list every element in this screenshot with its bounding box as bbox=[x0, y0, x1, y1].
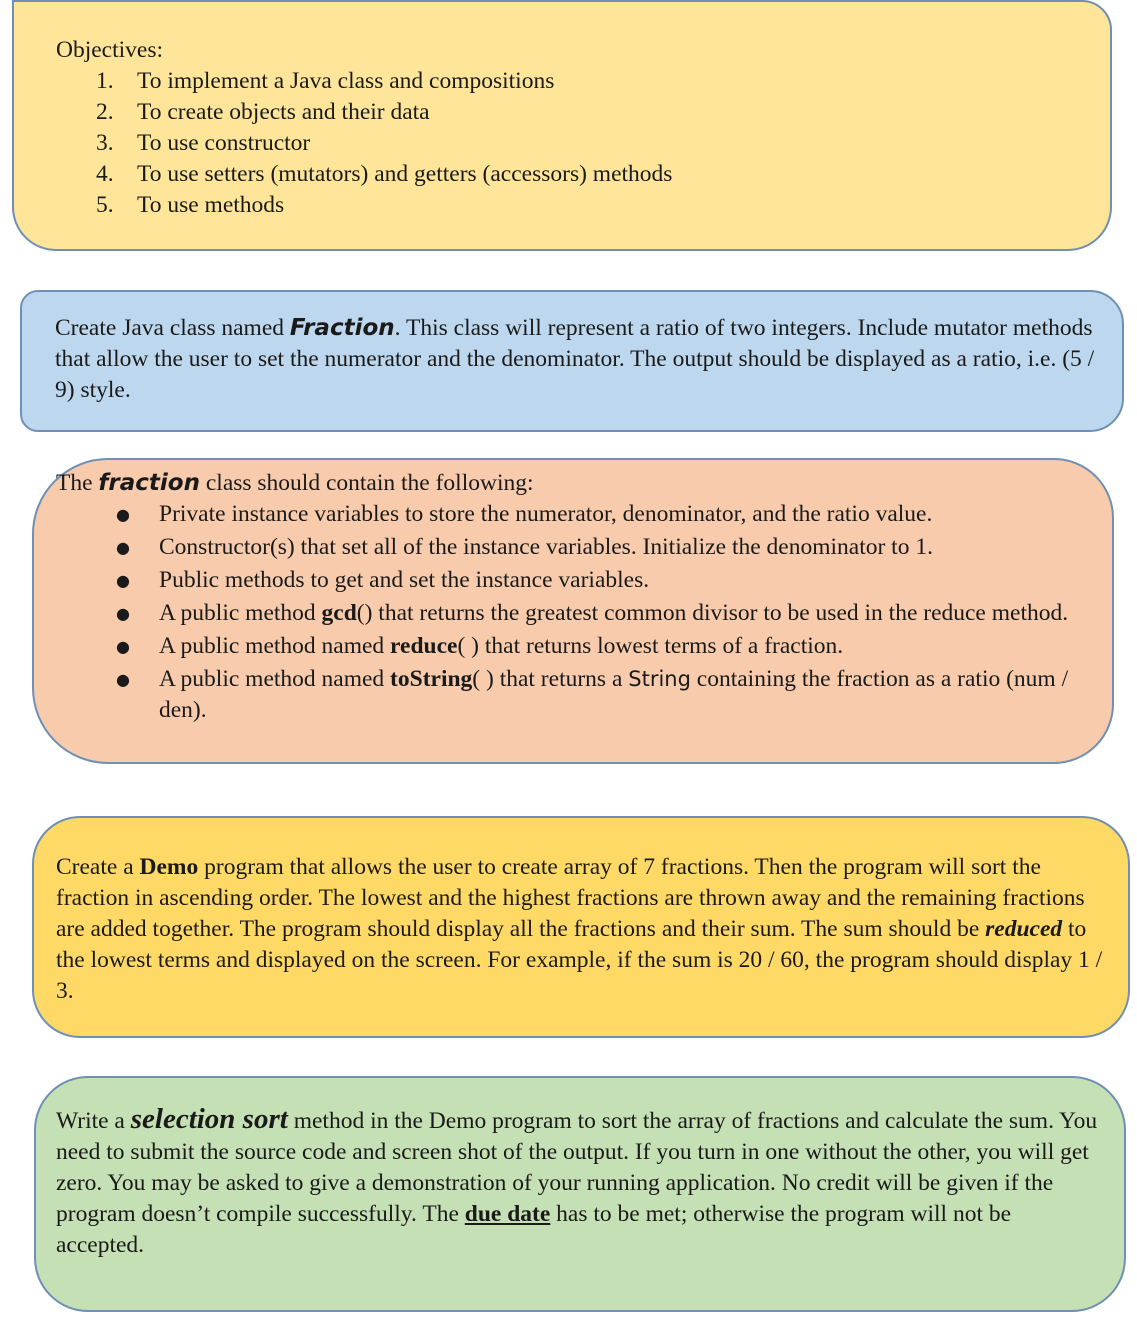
list-item: ● Private instance variables to store the numerator, denominator, and the ratio value. bbox=[56, 499, 1102, 530]
list-item: ● Public methods to get and set the instance variables. bbox=[56, 565, 1102, 596]
selection-sort-box bbox=[34, 1076, 1126, 1312]
objectives-box bbox=[12, 0, 1112, 251]
objectives-heading: Objectives: bbox=[56, 37, 164, 63]
requirements-list bbox=[56, 499, 1102, 726]
list-item: 2. To create objects and their data bbox=[96, 99, 430, 125]
bullet-icon: ● bbox=[116, 670, 130, 689]
bullet-icon: ● bbox=[116, 538, 130, 557]
bullet-icon: ● bbox=[116, 604, 130, 623]
list-item: ● A public method named reduce( ) that returns lowest terms of a fraction. bbox=[56, 631, 1102, 662]
selection-sort-text: Write a selection sort method in the Demo program to sort the array of fractions and calculate the sum. You need to submit the source code and screen shot of the output. If you turn in one without the other, you will get zero. You may be asked to give a demonstration of your running application. No credit will be given if the program doesn’t compile successfully. The due date has to be met; otherwise the program will not be accepted. bbox=[56, 1103, 1098, 1258]
demo-program-box bbox=[32, 816, 1130, 1038]
list-item: 5. To use methods bbox=[96, 192, 285, 218]
contents-intro: The fraction class should contain the following: bbox=[56, 470, 534, 496]
demo-program-text: Create a Demo program that allows the user to create array of 7 fractions. Then the program will sort the fraction in ascending order. The lowest and the highest fractions are thrown away and the remaining fractions are added together. The program should display all the fractions and their sum. The sum should be reduced to the lowest terms and displayed on the screen. For example, if the sum is 20 / 60, the program should display 1 / 3. bbox=[56, 854, 1103, 1004]
class-name: Fraction bbox=[289, 315, 395, 341]
class-contents-box bbox=[32, 458, 1114, 764]
list-item: 1. To implement a Java class and compositions bbox=[96, 68, 555, 94]
bullet-icon: ● bbox=[116, 637, 130, 656]
list-item: 3. To use constructor bbox=[96, 130, 311, 156]
bullet-icon: ● bbox=[116, 571, 130, 590]
list-item: ● A public method named toString( ) that returns a String containing the fraction as a ratio (num / den). bbox=[116, 666, 1069, 723]
bullet-icon: ● bbox=[116, 505, 130, 524]
list-item: ● Constructor(s) that set all of the instance variables. Initialize the denominator to 1. bbox=[56, 532, 1102, 563]
list-item: 4. To use setters (mutators) and getters (accessors) methods bbox=[96, 161, 673, 187]
fraction-class-box bbox=[20, 290, 1124, 432]
due-date: due date bbox=[464, 1201, 551, 1227]
fraction-class-text: Create Java class named Fraction. This class will represent a ratio of two integers. Include mutator methods that allow the user to set the numerator and the denominator. The output should be displayed as a ratio, i.e. (5 / 9) style. bbox=[55, 315, 1095, 403]
list-item: ● A public method gcd() that returns the greatest common divisor to be used in the reduce method. bbox=[56, 598, 1102, 629]
objectives-list bbox=[56, 66, 1110, 221]
